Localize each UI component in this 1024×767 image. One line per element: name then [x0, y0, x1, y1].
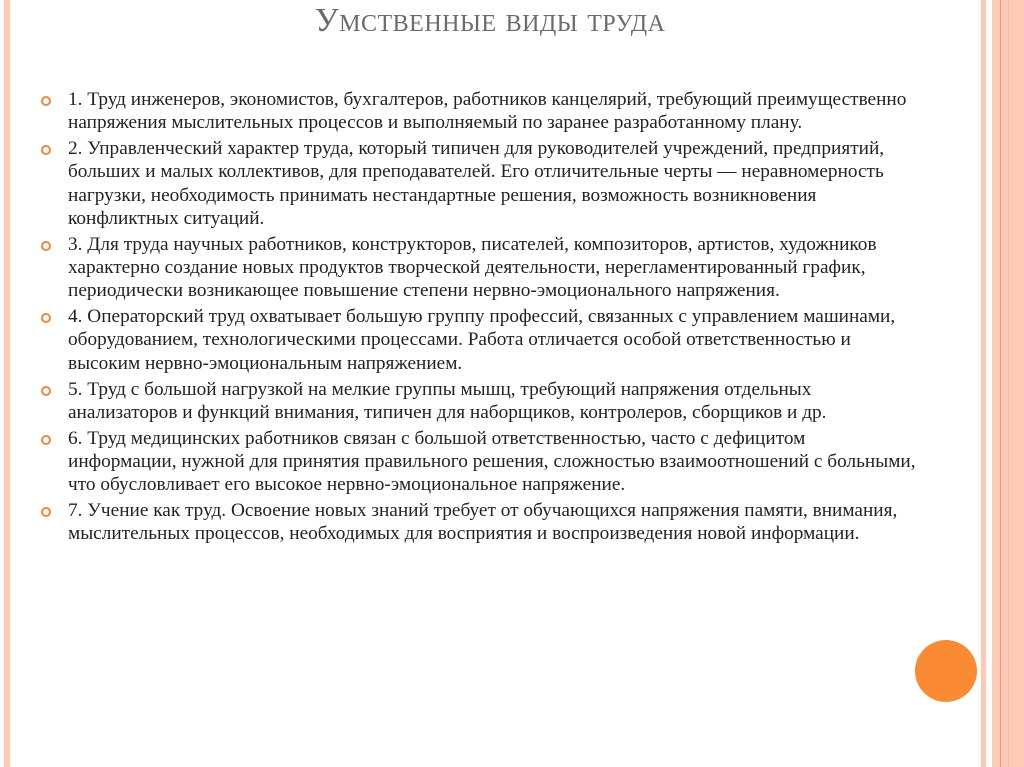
list-item — [38, 427, 918, 497]
circle-bullet-icon — [41, 96, 51, 106]
item-text: 1. Труд инженеров, экономистов, бухгалтеров, работников канцелярий, требующий преимущественно напряжения мыслительных процессов и выполняемый по заранее разработанному плану. — [68, 89, 907, 134]
circle-bullet-icon — [41, 145, 51, 155]
circle-bullet-icon — [41, 313, 51, 323]
item-text: 4. Операторский труд охватывает большую группу профессий, связанных с управлением машинами, оборудованием, технологическими процессами. Работа отличается особой ответственностью и высоким нервно-эмоциональным напряжением. — [68, 306, 896, 374]
list-item — [38, 378, 918, 425]
item-text: 3. Для труда научных работников, конструкторов, писателей, композиторов, артистов, художников характерно создание новых продуктов творческой деятельности, нерегламентированный график, периодически возникающее повышение степени нервно-эмоционального напряжения. — [68, 233, 877, 302]
circle-bullet-icon — [41, 241, 51, 251]
list-item — [38, 88, 918, 135]
slide-title: Умственные виды труда — [314, 2, 666, 39]
left-border-stripe — [4, 0, 10, 767]
item-text: 2. Управленческий характер труда, который типичен для руководителей учреждений, предприятий, больших и малых коллективов, для преподавателей. Его отличительные черты — неравномерность нагрузки, необходимость принимать нестандартные решения, возможность возникновения конфликтных ситуаций. — [68, 138, 885, 229]
right-border-line-2 — [1008, 0, 1009, 767]
bullet-list — [38, 88, 918, 548]
list-item — [38, 305, 918, 375]
list-item — [38, 499, 918, 546]
right-border-line — [1000, 0, 1001, 767]
circle-bullet-icon — [41, 507, 51, 517]
circle-bullet-icon — [41, 435, 51, 445]
list-item — [38, 233, 918, 303]
list-item — [38, 137, 918, 230]
item-text: 5. Труд с большой нагрузкой на мелкие группы мышц, требующий напряжения отдельных анализаторов и функций внимания, типичен для наборщиков, контролеров, сборщиков и др. — [68, 378, 827, 423]
circle-bullet-icon — [41, 386, 51, 396]
item-text: 7. Учение как труд. Освоение новых знаний требует от обучающихся напряжения памяти, внимания, мыслительных процессов, необходимых для восприятия и воспроизведения новой информации. — [68, 500, 898, 545]
decorative-orange-circle — [915, 640, 977, 702]
item-text: 6. Труд медицинских работников связан с большой ответственностью, часто с дефицитом информации, нужной для принятия правильного решения, сложностью взаимоотношений с больными, что обусловливает его высокое нервно-эмоциональное напряжение. — [68, 427, 916, 496]
right-border-stripe-thin — [981, 0, 986, 767]
